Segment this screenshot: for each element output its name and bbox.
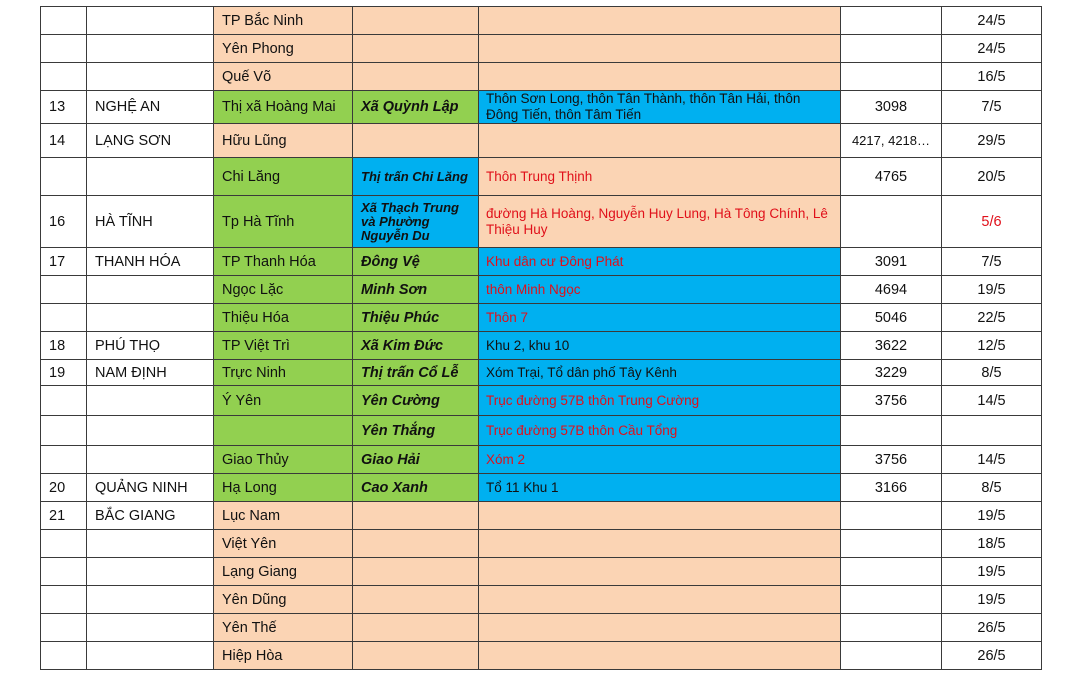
district-cell: Thị xã Hoàng Mai [214, 91, 353, 124]
case-number-cell [841, 614, 942, 642]
province-cell [87, 158, 214, 196]
date-cell: 8/5 [942, 474, 1042, 502]
ward-cell: Cao Xanh [353, 474, 479, 502]
table-row [41, 642, 1042, 670]
case-number-cell [841, 196, 942, 248]
date-cell: 14/5 [942, 386, 1042, 416]
row-number-cell [41, 386, 87, 416]
province-cell [87, 558, 214, 586]
case-number-cell: 3229 [841, 360, 942, 386]
row-number-cell: 13 [41, 91, 87, 124]
address-cell: Xóm 2 [479, 446, 841, 474]
address-cell: Thôn Trung Thịnh [479, 158, 841, 196]
case-number-cell: 5046 [841, 304, 942, 332]
date-cell: 7/5 [942, 91, 1042, 124]
district-cell: Hiệp Hòa [214, 642, 353, 670]
case-number-cell [841, 530, 942, 558]
row-number-cell [41, 416, 87, 446]
row-number-cell [41, 276, 87, 304]
case-number-cell [841, 642, 942, 670]
ward-cell [353, 642, 479, 670]
row-number-cell: 14 [41, 124, 87, 158]
row-number-cell: 21 [41, 502, 87, 530]
address-cell [479, 502, 841, 530]
date-cell: 14/5 [942, 446, 1042, 474]
district-cell: Hữu Lũng [214, 124, 353, 158]
table-row [41, 360, 1042, 386]
case-number-cell [841, 586, 942, 614]
date-cell: 22/5 [942, 304, 1042, 332]
table-row [41, 124, 1042, 158]
row-number-cell [41, 7, 87, 35]
address-cell [479, 35, 841, 63]
table-row [41, 416, 1042, 446]
ward-cell [353, 124, 479, 158]
district-cell: Tp Hà Tĩnh [214, 196, 353, 248]
district-cell: Việt Yên [214, 530, 353, 558]
district-cell: TP Thanh Hóa [214, 248, 353, 276]
address-cell: thôn Minh Ngọc [479, 276, 841, 304]
ward-cell: Thị trấn Cổ Lễ [353, 360, 479, 386]
address-cell [479, 642, 841, 670]
ward-cell [353, 502, 479, 530]
case-number-cell: 4694 [841, 276, 942, 304]
table-row [41, 304, 1042, 332]
row-number-cell [41, 642, 87, 670]
district-cell: Quế Võ [214, 63, 353, 91]
table-row [41, 614, 1042, 642]
address-cell [479, 558, 841, 586]
case-number-cell [841, 63, 942, 91]
outbreak-locations-table [40, 6, 1042, 670]
row-number-cell [41, 158, 87, 196]
case-number-cell: 3756 [841, 386, 942, 416]
district-cell: Trực Ninh [214, 360, 353, 386]
district-cell: Giao Thủy [214, 446, 353, 474]
date-cell: 12/5 [942, 332, 1042, 360]
district-cell: Lạng Giang [214, 558, 353, 586]
address-cell: Xóm Trại, Tổ dân phố Tây Kênh [479, 360, 841, 386]
ward-cell [353, 63, 479, 91]
province-cell [87, 446, 214, 474]
table-body [41, 7, 1042, 670]
address-cell [479, 124, 841, 158]
address-cell: Thôn 7 [479, 304, 841, 332]
ward-cell: Thiệu Phúc [353, 304, 479, 332]
row-number-cell: 19 [41, 360, 87, 386]
row-number-cell [41, 558, 87, 586]
table-row [41, 35, 1042, 63]
row-number-cell: 18 [41, 332, 87, 360]
district-cell: Thiệu Hóa [214, 304, 353, 332]
date-cell: 26/5 [942, 642, 1042, 670]
address-cell: Thôn Sơn Long, thôn Tân Thành, thôn Tân Hải, thôn Đông Tiến, thôn Tâm Tiến [479, 91, 841, 124]
address-cell: Tổ 11 Khu 1 [479, 474, 841, 502]
district-cell: Yên Thế [214, 614, 353, 642]
district-cell: TP Việt Trì [214, 332, 353, 360]
district-cell: Yên Phong [214, 35, 353, 63]
province-cell [87, 530, 214, 558]
province-cell: QUẢNG NINH [87, 474, 214, 502]
address-cell [479, 530, 841, 558]
ward-cell [353, 530, 479, 558]
date-cell: 19/5 [942, 276, 1042, 304]
date-cell: 18/5 [942, 530, 1042, 558]
district-cell: Lục Nam [214, 502, 353, 530]
case-number-cell [841, 558, 942, 586]
case-number-cell: 4217, 4218… [841, 124, 942, 158]
date-cell: 16/5 [942, 63, 1042, 91]
date-cell: 24/5 [942, 35, 1042, 63]
address-cell [479, 586, 841, 614]
date-cell [942, 416, 1042, 446]
address-cell: Trục đường 57B thôn Trung Cường [479, 386, 841, 416]
row-number-cell: 16 [41, 196, 87, 248]
address-cell [479, 7, 841, 35]
district-cell: Ngọc Lặc [214, 276, 353, 304]
ward-cell [353, 7, 479, 35]
province-cell [87, 586, 214, 614]
province-cell: BẮC GIANG [87, 502, 214, 530]
address-cell: Trục đường 57B thôn Cầu Tổng [479, 416, 841, 446]
date-cell: 26/5 [942, 614, 1042, 642]
case-number-cell: 4765 [841, 158, 942, 196]
province-cell: PHÚ THỌ [87, 332, 214, 360]
table-row [41, 586, 1042, 614]
ward-cell [353, 586, 479, 614]
row-number-cell [41, 446, 87, 474]
table-row [41, 558, 1042, 586]
district-cell: TP Bắc Ninh [214, 7, 353, 35]
table-row [41, 276, 1042, 304]
address-cell: Khu dân cư Đông Phát [479, 248, 841, 276]
row-number-cell [41, 35, 87, 63]
province-cell [87, 7, 214, 35]
case-number-cell: 3622 [841, 332, 942, 360]
ward-cell: Thị trấn Chi Lăng [353, 158, 479, 196]
province-cell [87, 63, 214, 91]
date-cell: 29/5 [942, 124, 1042, 158]
province-cell [87, 386, 214, 416]
district-cell: Hạ Long [214, 474, 353, 502]
date-cell: 19/5 [942, 586, 1042, 614]
address-cell: Khu 2, khu 10 [479, 332, 841, 360]
table-row [41, 474, 1042, 502]
address-cell: đường Hà Hoàng, Nguyễn Huy Lung, Hà Tông Chính, Lê Thiệu Huy [479, 196, 841, 248]
row-number-cell [41, 530, 87, 558]
date-cell: 20/5 [942, 158, 1042, 196]
case-number-cell [841, 35, 942, 63]
ward-cell: Xã Kim Đức [353, 332, 479, 360]
ward-cell [353, 614, 479, 642]
table-row [41, 386, 1042, 416]
ward-cell: Đông Vệ [353, 248, 479, 276]
ward-cell: Yên Cường [353, 386, 479, 416]
province-cell [87, 642, 214, 670]
row-number-cell [41, 63, 87, 91]
ward-cell: Minh Sơn [353, 276, 479, 304]
case-number-cell: 3166 [841, 474, 942, 502]
case-number-cell [841, 502, 942, 530]
date-cell: 5/6 [942, 196, 1042, 248]
district-cell: Yên Dũng [214, 586, 353, 614]
date-cell: 7/5 [942, 248, 1042, 276]
table-row [41, 248, 1042, 276]
province-cell: NAM ĐỊNH [87, 360, 214, 386]
row-number-cell [41, 614, 87, 642]
province-cell [87, 276, 214, 304]
date-cell: 24/5 [942, 7, 1042, 35]
province-cell: HÀ TĨNH [87, 196, 214, 248]
table-row [41, 63, 1042, 91]
row-number-cell [41, 304, 87, 332]
province-cell [87, 614, 214, 642]
ward-cell: Yên Thắng [353, 416, 479, 446]
table-row [41, 502, 1042, 530]
case-number-cell: 3091 [841, 248, 942, 276]
ward-cell [353, 35, 479, 63]
district-cell: Ý Yên [214, 386, 353, 416]
table-row [41, 91, 1042, 124]
case-number-cell [841, 7, 942, 35]
table-row [41, 158, 1042, 196]
ward-cell [353, 558, 479, 586]
ward-cell: Xã Thạch Trung và Phường Nguyễn Du [353, 196, 479, 248]
address-cell [479, 614, 841, 642]
table-row [41, 530, 1042, 558]
case-number-cell [841, 416, 942, 446]
ward-cell: Xã Quỳnh Lập [353, 91, 479, 124]
table-row [41, 446, 1042, 474]
date-cell: 19/5 [942, 502, 1042, 530]
district-cell [214, 416, 353, 446]
table-row [41, 7, 1042, 35]
date-cell: 8/5 [942, 360, 1042, 386]
row-number-cell: 17 [41, 248, 87, 276]
case-number-cell: 3098 [841, 91, 942, 124]
row-number-cell: 20 [41, 474, 87, 502]
table-row [41, 196, 1042, 248]
province-cell: NGHỆ AN [87, 91, 214, 124]
table-row [41, 332, 1042, 360]
date-cell: 19/5 [942, 558, 1042, 586]
row-number-cell [41, 586, 87, 614]
province-cell [87, 304, 214, 332]
province-cell: THANH HÓA [87, 248, 214, 276]
province-cell: LẠNG SƠN [87, 124, 214, 158]
district-cell: Chi Lăng [214, 158, 353, 196]
ward-cell: Giao Hải [353, 446, 479, 474]
province-cell [87, 416, 214, 446]
address-cell [479, 63, 841, 91]
province-cell [87, 35, 214, 63]
case-number-cell: 3756 [841, 446, 942, 474]
